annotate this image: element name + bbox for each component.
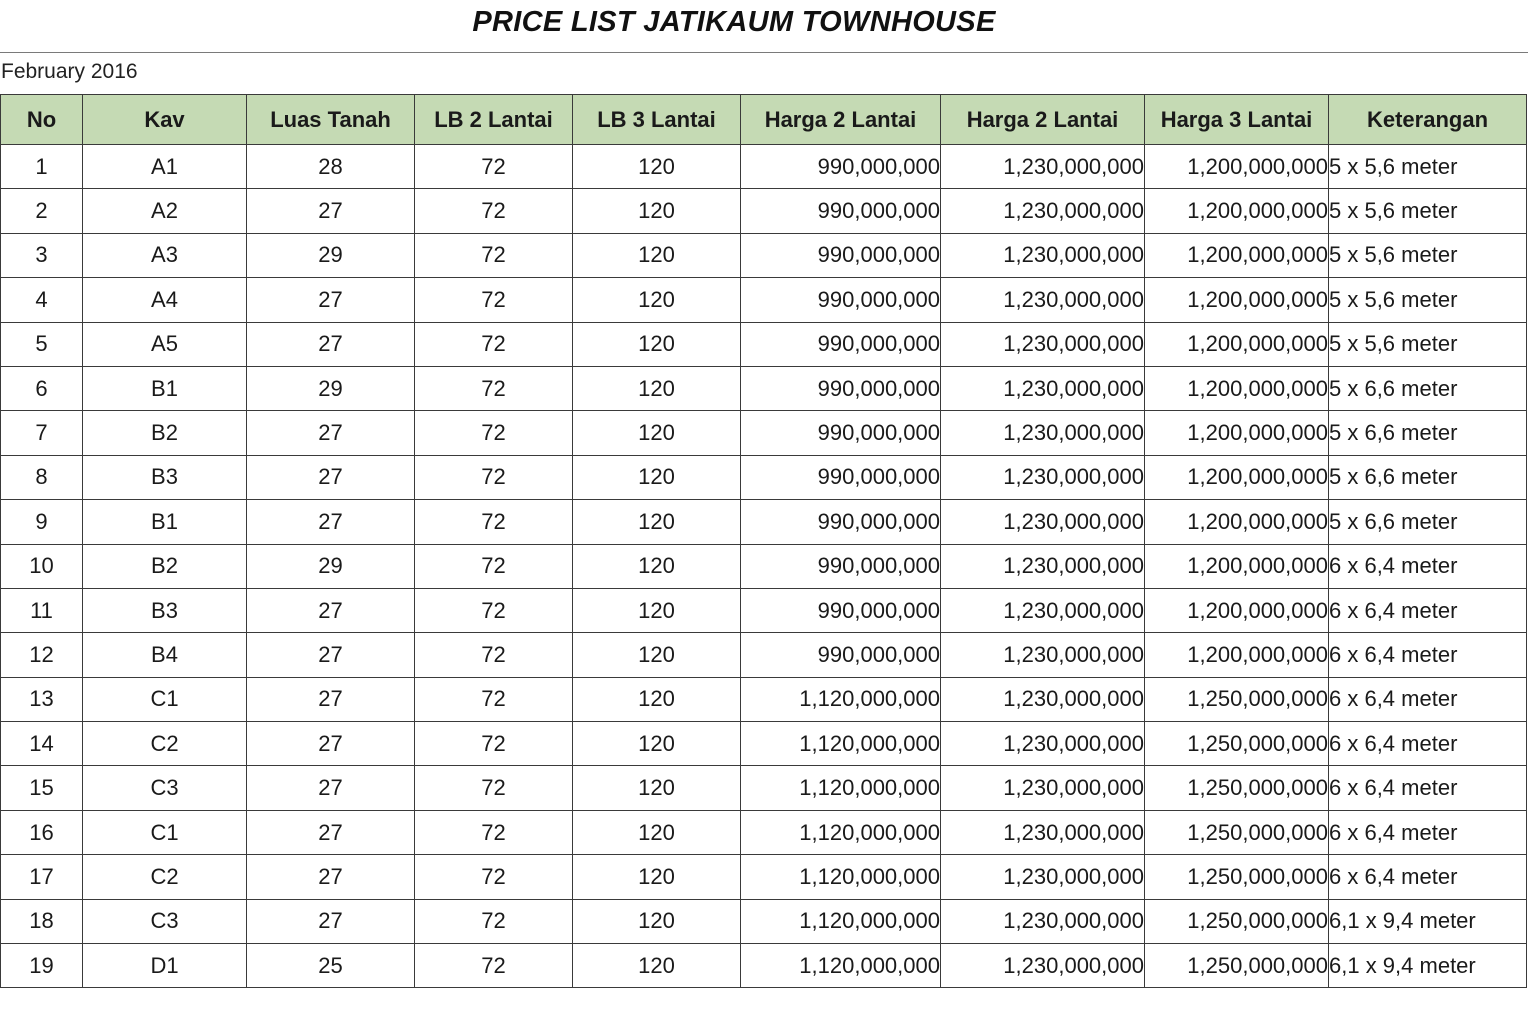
header-row — [1, 95, 1527, 145]
cell-lb-3-lantai: 120 — [573, 455, 741, 499]
cell-lb-3-lantai: 120 — [573, 899, 741, 943]
cell-lb-3-lantai: 120 — [573, 722, 741, 766]
cell-harga-3-lantai: 1,250,000,000 — [1145, 944, 1329, 988]
cell-lb-3-lantai: 120 — [573, 233, 741, 277]
cell-no: 5 — [1, 322, 83, 366]
table-row — [1, 766, 1527, 810]
cell-no: 2 — [1, 189, 83, 233]
cell-luas-tanah: 27 — [247, 633, 415, 677]
cell-harga-2-lantai-b: 1,230,000,000 — [941, 278, 1145, 322]
cell-keterangan: 5 x 5,6 meter — [1329, 322, 1527, 366]
cell-harga-3-lantai: 1,200,000,000 — [1145, 145, 1329, 189]
cell-harga-2-lantai-a: 990,000,000 — [741, 278, 941, 322]
cell-kav: C2 — [83, 722, 247, 766]
cell-no: 10 — [1, 544, 83, 588]
cell-luas-tanah: 29 — [247, 544, 415, 588]
cell-no: 1 — [1, 145, 83, 189]
cell-keterangan: 6 x 6,4 meter — [1329, 766, 1527, 810]
column-header-harga-3-lantai: Harga 3 Lantai — [1145, 95, 1329, 145]
cell-lb-3-lantai: 120 — [573, 411, 741, 455]
cell-harga-3-lantai: 1,250,000,000 — [1145, 677, 1329, 721]
column-header-harga-2-lantai-a: Harga 2 Lantai — [741, 95, 941, 145]
cell-harga-2-lantai-b: 1,230,000,000 — [941, 588, 1145, 632]
cell-no: 12 — [1, 633, 83, 677]
cell-no: 11 — [1, 588, 83, 632]
cell-harga-2-lantai-b: 1,230,000,000 — [941, 322, 1145, 366]
cell-harga-2-lantai-a: 1,120,000,000 — [741, 944, 941, 988]
cell-lb-3-lantai: 120 — [573, 766, 741, 810]
cell-harga-2-lantai-b: 1,230,000,000 — [941, 810, 1145, 854]
cell-harga-3-lantai: 1,200,000,000 — [1145, 278, 1329, 322]
cell-lb-2-lantai: 72 — [415, 500, 573, 544]
cell-keterangan: 5 x 5,6 meter — [1329, 278, 1527, 322]
table-row — [1, 189, 1527, 233]
cell-harga-3-lantai: 1,200,000,000 — [1145, 455, 1329, 499]
column-header-no: No — [1, 95, 83, 145]
cell-harga-2-lantai-b: 1,230,000,000 — [941, 677, 1145, 721]
cell-harga-3-lantai: 1,200,000,000 — [1145, 411, 1329, 455]
cell-luas-tanah: 27 — [247, 411, 415, 455]
cell-harga-3-lantai: 1,200,000,000 — [1145, 544, 1329, 588]
column-header-harga-2-lantai-b: Harga 2 Lantai — [941, 95, 1145, 145]
cell-harga-2-lantai-b: 1,230,000,000 — [941, 233, 1145, 277]
cell-harga-2-lantai-b: 1,230,000,000 — [941, 500, 1145, 544]
cell-harga-2-lantai-b: 1,230,000,000 — [941, 633, 1145, 677]
table-row — [1, 588, 1527, 632]
cell-harga-2-lantai-b: 1,230,000,000 — [941, 944, 1145, 988]
cell-lb-3-lantai: 120 — [573, 189, 741, 233]
table-row — [1, 633, 1527, 677]
cell-keterangan: 5 x 5,6 meter — [1329, 189, 1527, 233]
cell-no: 14 — [1, 722, 83, 766]
cell-luas-tanah: 27 — [247, 500, 415, 544]
cell-harga-3-lantai: 1,250,000,000 — [1145, 810, 1329, 854]
cell-harga-2-lantai-a: 990,000,000 — [741, 189, 941, 233]
cell-harga-3-lantai: 1,250,000,000 — [1145, 855, 1329, 899]
cell-luas-tanah: 27 — [247, 766, 415, 810]
cell-keterangan: 5 x 5,6 meter — [1329, 233, 1527, 277]
cell-lb-3-lantai: 120 — [573, 810, 741, 854]
cell-keterangan: 6 x 6,4 meter — [1329, 677, 1527, 721]
cell-lb-2-lantai: 72 — [415, 722, 573, 766]
table-row — [1, 810, 1527, 854]
cell-harga-2-lantai-a: 990,000,000 — [741, 544, 941, 588]
cell-no: 8 — [1, 455, 83, 499]
cell-kav: D1 — [83, 944, 247, 988]
cell-luas-tanah: 27 — [247, 322, 415, 366]
column-header-kav: Kav — [83, 95, 247, 145]
cell-no: 15 — [1, 766, 83, 810]
cell-lb-3-lantai: 120 — [573, 500, 741, 544]
cell-no: 16 — [1, 810, 83, 854]
cell-lb-2-lantai: 72 — [415, 455, 573, 499]
cell-keterangan: 6,1 x 9,4 meter — [1329, 899, 1527, 943]
table-row — [1, 411, 1527, 455]
cell-keterangan: 5 x 6,6 meter — [1329, 366, 1527, 410]
cell-lb-2-lantai: 72 — [415, 766, 573, 810]
cell-no: 3 — [1, 233, 83, 277]
column-header-keterangan: Keterangan — [1329, 95, 1527, 145]
cell-lb-2-lantai: 72 — [415, 189, 573, 233]
cell-lb-2-lantai: 72 — [415, 810, 573, 854]
table-row — [1, 233, 1527, 277]
cell-kav: B3 — [83, 455, 247, 499]
cell-harga-3-lantai: 1,250,000,000 — [1145, 766, 1329, 810]
price-table — [0, 94, 1527, 988]
cell-harga-2-lantai-b: 1,230,000,000 — [941, 722, 1145, 766]
cell-luas-tanah: 27 — [247, 677, 415, 721]
cell-lb-2-lantai: 72 — [415, 899, 573, 943]
table-row — [1, 899, 1527, 943]
table-row — [1, 500, 1527, 544]
cell-no: 6 — [1, 366, 83, 410]
cell-lb-2-lantai: 72 — [415, 633, 573, 677]
table-header — [1, 95, 1527, 145]
cell-kav: B1 — [83, 500, 247, 544]
cell-lb-3-lantai: 120 — [573, 633, 741, 677]
cell-no: 18 — [1, 899, 83, 943]
cell-harga-2-lantai-a: 1,120,000,000 — [741, 677, 941, 721]
cell-kav: A3 — [83, 233, 247, 277]
cell-no: 4 — [1, 278, 83, 322]
cell-harga-3-lantai: 1,250,000,000 — [1145, 899, 1329, 943]
cell-no: 9 — [1, 500, 83, 544]
cell-lb-2-lantai: 72 — [415, 588, 573, 632]
cell-lb-3-lantai: 120 — [573, 588, 741, 632]
cell-no: 19 — [1, 944, 83, 988]
cell-luas-tanah: 27 — [247, 899, 415, 943]
cell-kav: B3 — [83, 588, 247, 632]
cell-kav: A5 — [83, 322, 247, 366]
column-header-lb-2-lantai: LB 2 Lantai — [415, 95, 573, 145]
cell-lb-2-lantai: 72 — [415, 278, 573, 322]
page-title: PRICE LIST JATIKAUM TOWNHOUSE — [472, 6, 996, 38]
cell-harga-2-lantai-a: 990,000,000 — [741, 233, 941, 277]
cell-harga-2-lantai-a: 1,120,000,000 — [741, 810, 941, 854]
cell-harga-2-lantai-b: 1,230,000,000 — [941, 544, 1145, 588]
cell-lb-3-lantai: 120 — [573, 677, 741, 721]
table-row — [1, 722, 1527, 766]
column-header-luas-tanah: Luas Tanah — [247, 95, 415, 145]
cell-lb-3-lantai: 120 — [573, 944, 741, 988]
cell-harga-2-lantai-b: 1,230,000,000 — [941, 899, 1145, 943]
cell-kav: C3 — [83, 899, 247, 943]
cell-harga-2-lantai-b: 1,230,000,000 — [941, 366, 1145, 410]
cell-luas-tanah: 27 — [247, 855, 415, 899]
cell-kav: C3 — [83, 766, 247, 810]
cell-lb-2-lantai: 72 — [415, 855, 573, 899]
table-row — [1, 855, 1527, 899]
cell-kav: A4 — [83, 278, 247, 322]
cell-kav: A2 — [83, 189, 247, 233]
cell-harga-3-lantai: 1,200,000,000 — [1145, 588, 1329, 632]
cell-harga-2-lantai-a: 990,000,000 — [741, 145, 941, 189]
cell-luas-tanah: 29 — [247, 233, 415, 277]
date-label: February 2016 — [1, 60, 138, 83]
cell-harga-3-lantai: 1,200,000,000 — [1145, 633, 1329, 677]
cell-luas-tanah: 27 — [247, 722, 415, 766]
cell-kav: B4 — [83, 633, 247, 677]
cell-lb-2-lantai: 72 — [415, 366, 573, 410]
cell-keterangan: 5 x 6,6 meter — [1329, 500, 1527, 544]
table-row — [1, 677, 1527, 721]
cell-kav: B2 — [83, 411, 247, 455]
table-row — [1, 455, 1527, 499]
table-row — [1, 544, 1527, 588]
cell-keterangan: 6,1 x 9,4 meter — [1329, 944, 1527, 988]
table-row — [1, 366, 1527, 410]
cell-kav: C1 — [83, 677, 247, 721]
cell-harga-2-lantai-a: 1,120,000,000 — [741, 855, 941, 899]
cell-harga-3-lantai: 1,200,000,000 — [1145, 500, 1329, 544]
cell-harga-2-lantai-a: 1,120,000,000 — [741, 899, 941, 943]
cell-keterangan: 6 x 6,4 meter — [1329, 588, 1527, 632]
cell-harga-2-lantai-a: 990,000,000 — [741, 500, 941, 544]
cell-keterangan: 6 x 6,4 meter — [1329, 722, 1527, 766]
cell-keterangan: 6 x 6,4 meter — [1329, 544, 1527, 588]
cell-keterangan: 6 x 6,4 meter — [1329, 855, 1527, 899]
cell-luas-tanah: 27 — [247, 455, 415, 499]
title-divider — [0, 52, 1528, 53]
cell-luas-tanah: 27 — [247, 189, 415, 233]
cell-harga-3-lantai: 1,200,000,000 — [1145, 233, 1329, 277]
cell-lb-3-lantai: 120 — [573, 544, 741, 588]
table-row — [1, 944, 1527, 988]
cell-harga-3-lantai: 1,200,000,000 — [1145, 366, 1329, 410]
cell-keterangan: 5 x 5,6 meter — [1329, 145, 1527, 189]
cell-harga-2-lantai-b: 1,230,000,000 — [941, 455, 1145, 499]
cell-kav: A1 — [83, 145, 247, 189]
cell-lb-3-lantai: 120 — [573, 278, 741, 322]
cell-harga-2-lantai-b: 1,230,000,000 — [941, 855, 1145, 899]
cell-luas-tanah: 29 — [247, 366, 415, 410]
cell-no: 13 — [1, 677, 83, 721]
cell-harga-2-lantai-b: 1,230,000,000 — [941, 411, 1145, 455]
cell-harga-2-lantai-b: 1,230,000,000 — [941, 145, 1145, 189]
cell-kav: B2 — [83, 544, 247, 588]
cell-lb-3-lantai: 120 — [573, 322, 741, 366]
cell-harga-3-lantai: 1,200,000,000 — [1145, 189, 1329, 233]
cell-harga-2-lantai-a: 990,000,000 — [741, 366, 941, 410]
cell-harga-2-lantai-a: 990,000,000 — [741, 411, 941, 455]
cell-lb-3-lantai: 120 — [573, 145, 741, 189]
cell-lb-3-lantai: 120 — [573, 366, 741, 410]
cell-kav: C2 — [83, 855, 247, 899]
cell-no: 17 — [1, 855, 83, 899]
cell-harga-2-lantai-a: 990,000,000 — [741, 588, 941, 632]
cell-harga-2-lantai-a: 1,120,000,000 — [741, 722, 941, 766]
cell-keterangan: 6 x 6,4 meter — [1329, 633, 1527, 677]
table-row — [1, 145, 1527, 189]
cell-harga-2-lantai-b: 1,230,000,000 — [941, 766, 1145, 810]
cell-lb-2-lantai: 72 — [415, 145, 573, 189]
cell-lb-2-lantai: 72 — [415, 677, 573, 721]
cell-lb-3-lantai: 120 — [573, 855, 741, 899]
column-header-lb-3-lantai: LB 3 Lantai — [573, 95, 741, 145]
cell-harga-2-lantai-a: 990,000,000 — [741, 633, 941, 677]
cell-lb-2-lantai: 72 — [415, 544, 573, 588]
cell-lb-2-lantai: 72 — [415, 944, 573, 988]
cell-luas-tanah: 27 — [247, 278, 415, 322]
cell-lb-2-lantai: 72 — [415, 233, 573, 277]
cell-luas-tanah: 27 — [247, 810, 415, 854]
cell-harga-2-lantai-a: 990,000,000 — [741, 455, 941, 499]
cell-lb-2-lantai: 72 — [415, 322, 573, 366]
table-row — [1, 322, 1527, 366]
cell-no: 7 — [1, 411, 83, 455]
cell-kav: B1 — [83, 366, 247, 410]
cell-keterangan: 5 x 6,6 meter — [1329, 455, 1527, 499]
cell-keterangan: 6 x 6,4 meter — [1329, 810, 1527, 854]
cell-keterangan: 5 x 6,6 meter — [1329, 411, 1527, 455]
cell-lb-2-lantai: 72 — [415, 411, 573, 455]
table-row — [1, 278, 1527, 322]
cell-harga-2-lantai-b: 1,230,000,000 — [941, 189, 1145, 233]
table-body — [1, 145, 1527, 988]
cell-harga-2-lantai-a: 990,000,000 — [741, 322, 941, 366]
cell-harga-3-lantai: 1,200,000,000 — [1145, 322, 1329, 366]
cell-luas-tanah: 28 — [247, 145, 415, 189]
cell-luas-tanah: 25 — [247, 944, 415, 988]
cell-luas-tanah: 27 — [247, 588, 415, 632]
cell-kav: C1 — [83, 810, 247, 854]
cell-harga-2-lantai-a: 1,120,000,000 — [741, 766, 941, 810]
cell-harga-3-lantai: 1,250,000,000 — [1145, 722, 1329, 766]
